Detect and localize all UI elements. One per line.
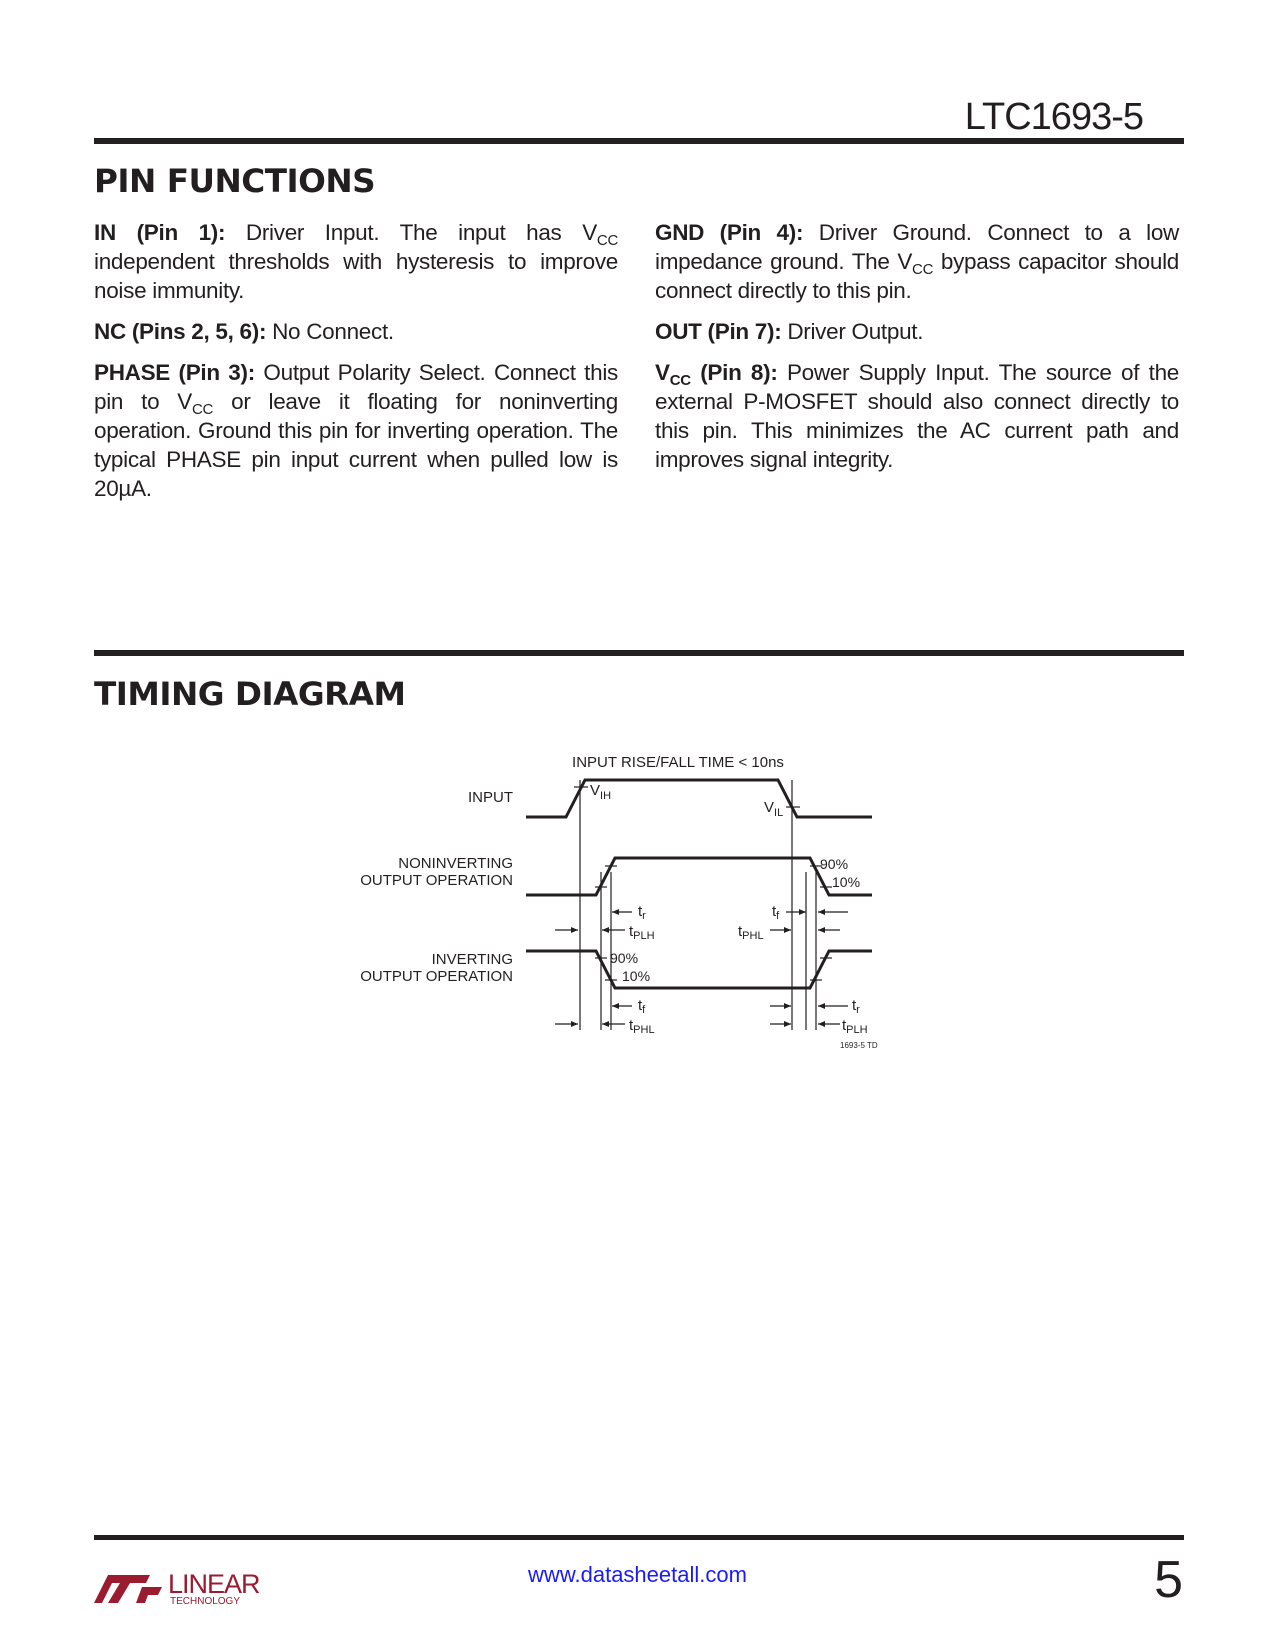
noninv-90-label: 90% [820, 856, 849, 872]
noninv-10-label: 10% [832, 874, 861, 890]
input-label: INPUT [468, 789, 513, 806]
inv-label-1: INVERTING [431, 951, 513, 968]
part-number: LTC1693-5 [964, 96, 1143, 138]
tf-label-1: $t_f$ [772, 903, 780, 922]
timing-diagram-title: TIMING DIAGRAM [94, 675, 406, 713]
noninv-label-1: NONINVERTING [398, 855, 513, 872]
tf-label-2: $t_f$ [638, 997, 646, 1016]
tr-label-2: $t_r$ [852, 997, 860, 1016]
logo-subtitle: TECHNOLOGY [170, 1596, 241, 1607]
footer-url-link[interactable]: www.datasheetall.com [528, 1562, 747, 1587]
page-number: 5 [1154, 1551, 1183, 1609]
pin-desc-gnd: GND (Pin 4): Driver Ground. Connect to a low impedance ground. The $V_{CC}$ bypass capacitor should connect directly to this pin. [655, 220, 1180, 303]
vil-label: $V_{IL}$ [764, 799, 784, 819]
inv-10-label: 10% [622, 968, 651, 984]
pin-functions-title: PIN FUNCTIONS [94, 162, 376, 200]
tplh-label-1: $t_{PLH}$ [629, 923, 655, 942]
tr-label-1: $t_r$ [638, 903, 646, 922]
rise-fall-note: INPUT RISE/FALL TIME < 10ns [572, 754, 784, 771]
tplh-label-2: $t_{PLH}$ [842, 1017, 868, 1036]
vih-label: $V_{IH}$ [590, 782, 612, 802]
tphl-label-2: $t_{PHL}$ [629, 1017, 655, 1036]
logo-wordmark: LINEAR [168, 1569, 260, 1599]
inv-label-2: OUTPUT OPERATION [360, 968, 513, 985]
input-waveform [526, 780, 872, 817]
pin-desc-in: IN (Pin 1): Driver Input. The input has $V_{CC}$ independent thresholds with hysteresis to improve noise immunity. [94, 220, 618, 303]
footer-rule [94, 1535, 1184, 1540]
noninv-label-2: OUTPUT OPERATION [360, 872, 513, 889]
inv-90-label: 90% [610, 950, 639, 966]
inverting-waveform [526, 951, 872, 988]
pin-desc-out: OUT (Pin 7): Driver Output. [655, 319, 924, 344]
figure-id: 1693-5 TD [840, 1041, 878, 1050]
tphl-label-1: $t_{PHL}$ [738, 923, 764, 942]
pin-desc-vcc: $V_{CC}$ (Pin 8): Power Supply Input. The source of the external P-MOSFET should also connect directly to this pin. This minimizes the AC current path and improves signal integrity. [655, 360, 1180, 472]
pin-desc-nc: NC (Pins 2, 5, 6): No Connect. [94, 319, 394, 344]
pin-desc-phase: PHASE (Pin 3): Output Polarity Select. Connect this pin to $V_{CC}$ or leave it floating for noninverting operation. Ground this pin for inverting operation. The typical PHASE pin input current when pulled low is 20µA. [94, 360, 618, 501]
